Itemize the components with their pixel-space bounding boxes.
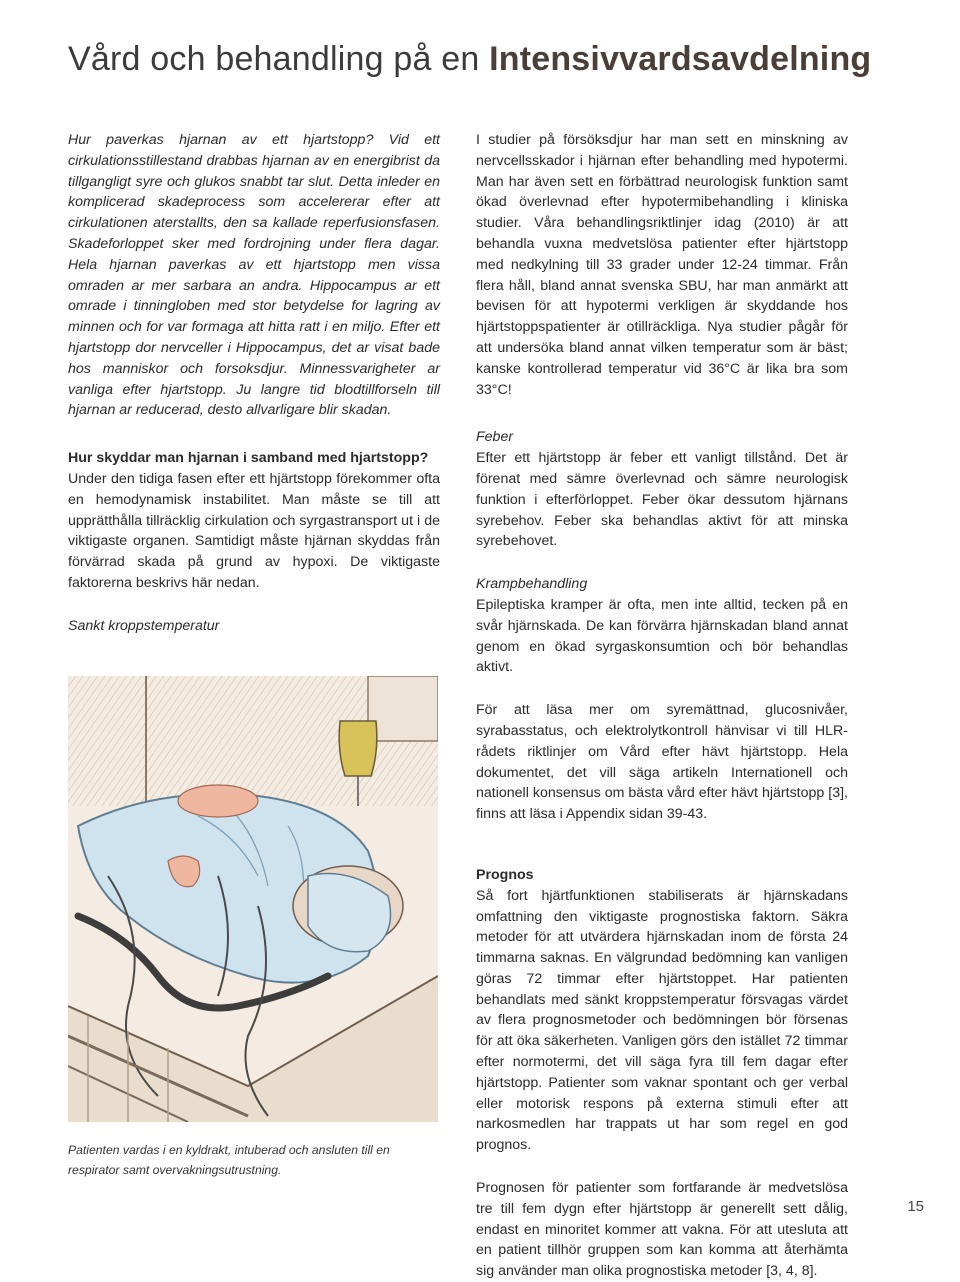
intro-paragraph: Hur paverkas hjarnan av ett hjartstopp? Vid ett cirkulationsstillestand drabbas hjarnan av en energibrist da tillgangligt syre och glukos snabbt tar slut. Detta inleder en komplicerad skadeprocess som accelererar efter att cirkulationen aterstallts, den sa kallade reperfusionsfasen. Skadeforloppet sker med fordrojning under flera dagar. Hela hjarnan paverkas av ett hjartstopp men vissa omraden ar mer sarbara an andra. Hippocampus ar ett omrade i tinningloben med stor betydelse for lagring av minnen och for var formaga att hitta ratt i en miljo. Efter ett hjartstopp dor nervceller i Hippocampus, det ar visat bade hos manniskor och forsoksdjur. Minnessvarigheter ar vanliga efter hjartstopp. Ju langre tid blodtillforseln till hjarnan ar reducerad, desto allvarligare blir skadan. bbox=[68, 132, 440, 419]
feber-heading: Feber bbox=[476, 429, 514, 446]
protect-heading: Hur skyddar man hjarnan i samband med hjartstopp? bbox=[68, 450, 429, 467]
page-number: 15 bbox=[907, 1198, 924, 1215]
prognos-paragraph: Så fort hjärtfunktionen stabiliserats är hjärnskadans omfattning den viktigaste prognostiska faktorn. Säkra metoder för att utvärdera hjärnskadan inom de första 24 timmarna saknas. En välgrundad bedömning kan vanligen göras 72 timmar efter hjärtstoppet. Har patienten behandlats med sänkt kroppstemperatur försvagas värdet av flera prognosmetoder och bedömningen bör försenas för att öka säkerheten. Vanligen görs den istället 72 timmar efter normotermi, det vill säga fyra till fem dagar efter hjärtstopp. Patienter som vaknar spontant och ger verbal eller motorisk respons på externa stimuli efter att narkosmedlen har trappats ut har som regel en god prognos. bbox=[476, 887, 848, 1154]
patient-illustration bbox=[68, 676, 438, 1122]
left-column bbox=[68, 130, 440, 637]
figure-caption: Patienten vardas i en kyldrakt, intuberad och ansluten till en respirator samt overvakningsutrustning. bbox=[68, 1143, 390, 1177]
hypothermia-paragraph: I studier på försöksdjur har man sett en minskning av nervcellsskador i hjärnan efter behandling med hypotermi. Man har även sett en förbättrad neurologisk funktion samt ökad överlevnad efter hypotermibehandling i kliniska studier. Våra behandlingsriktlinjer idag (2010) är att behandla vuxna medvetslösa patienter efter hjärtstopp med nedkylning till 33 grader under 12-24 timmar. Från flera håll, bland annat svenska SBU, har man anmärkt att bevisen för att hypotermi verkligen är skyddande hos hjärtstoppspatienter är otillräckliga. Nya studier pågår för att undersöka bland annat vilken temperatur som är bäst; kanske kontrollerad temperatur vid 36°C är lika bra som 33°C! bbox=[476, 132, 848, 398]
prognos-paragraph-2: Prognosen för patienter som fortfarande är medvetslösa tre till fem dygn efter hjärtstopp är generellt sett dålig, endast en minoritet kommer att vakna. För att utesluta att en patient tillhör gruppen som kan komma att återhämta sig använder man olika prognostiska metoder [3, 4, 8]. bbox=[476, 1180, 848, 1280]
temperature-subheading: Sankt kroppstemperatur bbox=[68, 617, 220, 634]
page-title bbox=[68, 40, 871, 79]
right-column bbox=[476, 130, 848, 1282]
prognos-heading: Prognos bbox=[476, 866, 534, 883]
title-bold: Intensivvardsavdelning bbox=[489, 40, 872, 78]
title-light: Vård och behandling på en bbox=[68, 40, 490, 78]
patient-illustration-svg bbox=[68, 676, 438, 1122]
read-more-paragraph: För att läsa mer om syremättnad, glucosnivåer, syrabasstatus, och elektrolytkontroll hänvisar vi till HLR-rådets riktlinjer om Vård efter hävt hjärtstopp. Hela dokumentet, det vill säga artikeln Internationell och nationell konsensus om bästa vård efter hävt hjärtstopp [3], finns att läsa i Appendix sidan 39-43. bbox=[476, 702, 848, 823]
feber-paragraph: Efter ett hjärtstopp är feber ett vanligt tillstånd. Det är förenat med sämre överlevnad och sämre neurologisk funktion i efterförloppet. Feber ökar dessutom hjärnans syrebehov. Feber ska behandlas aktivt för att minska syrebehovet. bbox=[476, 450, 848, 550]
protect-paragraph: Under den tidiga fasen efter ett hjärtstopp förekommer ofta en hemodynamisk instabilitet. Man måste se till att upprätthålla tillräcklig cirkulation och syrgastransport ut i de viktigaste organen. Samtidigt måste hjärnan skyddas från förvärrad skada på grund av hypoxi. De viktigaste faktorerna beskrivs här nedan. bbox=[68, 470, 440, 591]
kramp-paragraph: Epileptiska kramper är ofta, men inte alltid, tecken på en svår hjärnskada. De kan förvärra hjärnskadan bland annat genom en ökad syrgaskonsumtion och bör behandlas aktivt. bbox=[476, 596, 848, 676]
kramp-heading: Krampbehandling bbox=[476, 576, 588, 593]
